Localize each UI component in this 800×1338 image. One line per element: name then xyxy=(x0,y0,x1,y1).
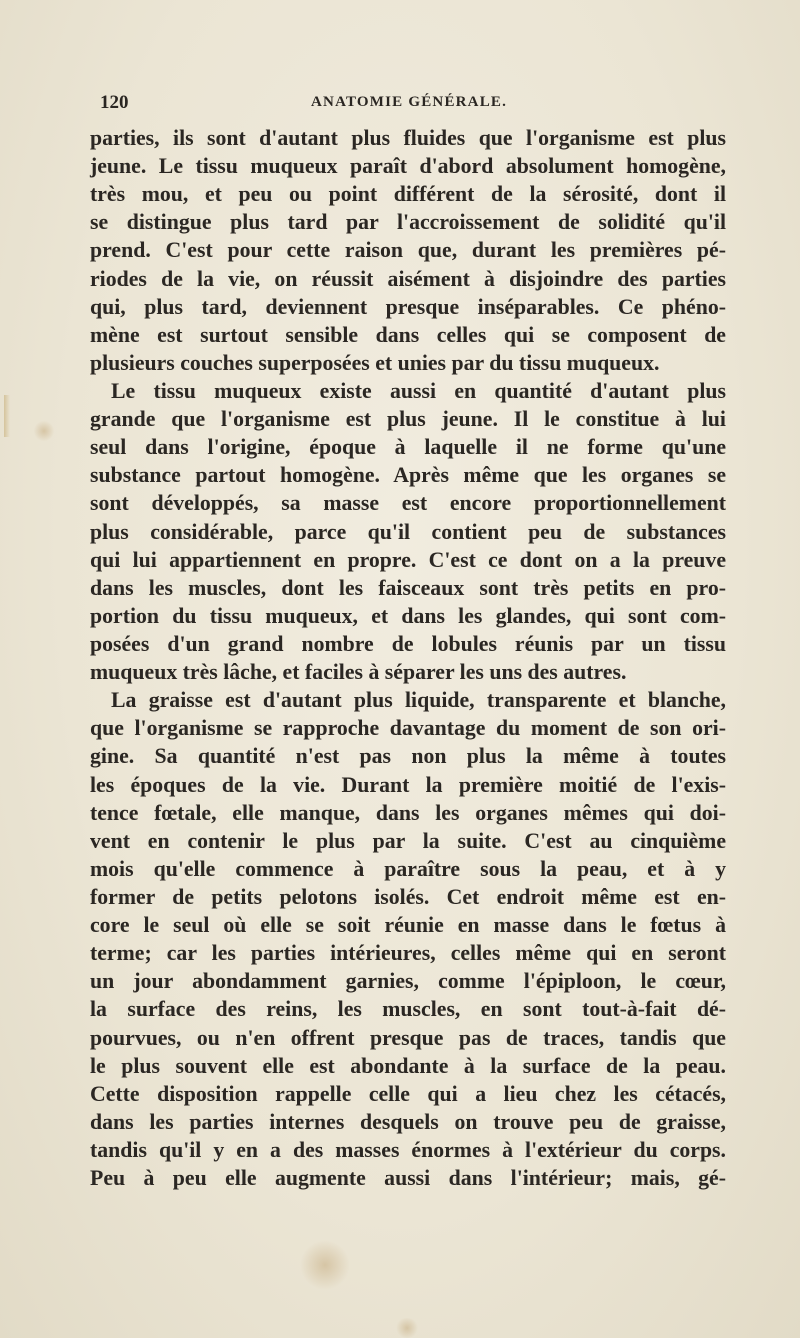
text-line: Cette disposition rappelle celle qui a lieu chez les cétacés, xyxy=(90,1081,726,1106)
text-line: mois qu'elle commence à paraître sous la peau, et à y xyxy=(90,856,726,881)
text-line: que l'organisme se rapproche davantage du moment de son ori- xyxy=(90,716,726,741)
text-line: les époques de la vie. Durant la première moitié de l'exis- xyxy=(90,772,726,797)
text-line: vent en contenir le plus par la suite. C'est au cinquième xyxy=(90,828,726,853)
text-line: portion du tissu muqueux, et dans les glandes, qui sont com- xyxy=(90,603,726,628)
text-line: la surface des reins, les muscles, en sont tout-à-fait dé- xyxy=(90,997,726,1022)
text-line: plusieurs couches superposées et unies par du tissu muqueux. xyxy=(90,350,660,375)
text-line: le plus souvent elle est abondante à la surface de la peau. xyxy=(90,1053,726,1078)
margin-stain xyxy=(4,395,10,437)
text-line: prend. C'est pour cette raison que, durant les premières pé- xyxy=(90,238,726,263)
text-line: terme; car les parties intérieures, celles même qui en seront xyxy=(90,941,726,966)
text-line: substance partout homogène. Après même que les organes se xyxy=(90,463,726,488)
text-line: muqueux très lâche, et faciles à séparer les uns des autres. xyxy=(90,660,627,685)
foxing-spot xyxy=(34,420,54,442)
running-title: ANATOMIE GÉNÉRALE. xyxy=(311,94,508,110)
text-line: core le seul où elle se soit réunie en masse dans le fœtus à xyxy=(90,913,726,938)
paragraph xyxy=(90,377,726,686)
text-line: qui, plus tard, deviennent presque inséparables. Ce phéno- xyxy=(90,294,726,319)
text-line: dans les muscles, dont les faisceaux sont très petits en pro- xyxy=(90,575,726,600)
text-line: tandis qu'il y en a des masses énormes à l'extérieur du corps. xyxy=(90,1137,726,1162)
text-line: Peu à peu elle augmente aussi dans l'intérieur; mais, gé- xyxy=(90,1166,726,1191)
text-line: seul dans l'origine, époque à laquelle il ne forme qu'une xyxy=(90,435,726,460)
text-line: pourvues, ou n'en offrent presque pas de traces, tandis que xyxy=(90,1025,726,1050)
page-number: 120 xyxy=(100,92,129,113)
text-line: La graisse est d'autant plus liquide, transparente et blanche, xyxy=(111,688,726,713)
text-line: posées d'un grand nombre de lobules réunis par un tissu xyxy=(90,631,726,656)
text-line: former de petits pelotons isolés. Cet endroit même est en- xyxy=(90,884,726,909)
text-line: se distingue plus tard par l'accroissement de solidité qu'il xyxy=(90,210,726,235)
page-header xyxy=(100,92,722,116)
text-line: qui lui appartiennent en propre. C'est ce dont on a la preuve xyxy=(90,547,726,572)
foxing-spot xyxy=(395,1318,419,1338)
text-line: dans les parties internes desquels on trouve peu de graisse, xyxy=(90,1109,726,1134)
text-line: très mou, et peu ou point différent de la sérosité, dont il xyxy=(90,182,726,207)
text-line: un jour abondamment garnies, comme l'épiploon, le cœur, xyxy=(90,969,726,994)
text-line: grande que l'organisme est plus jeune. Il le constitue à lui xyxy=(90,407,726,432)
text-line: mène est surtout sensible dans celles qui se composent de xyxy=(90,322,726,347)
foxing-spot xyxy=(300,1240,350,1290)
text-line: sont développés, sa masse est encore proportionnellement xyxy=(90,491,726,516)
text-line: jeune. Le tissu muqueux paraît d'abord absolument homogène, xyxy=(90,154,726,179)
text-line: tence fœtale, elle manque, dans les organes mêmes qui doi- xyxy=(90,800,726,825)
text-line: parties, ils sont d'autant plus fluides que l'organisme est plus xyxy=(90,126,726,150)
paragraph xyxy=(90,686,726,1192)
text-line: Le tissu muqueux existe aussi en quantité d'autant plus xyxy=(111,378,726,403)
text-line: riodes de la vie, on réussit aisément à disjoindre des parties xyxy=(90,266,726,291)
text-line: gine. Sa quantité n'est pas non plus la même à toutes xyxy=(90,744,726,769)
paragraph xyxy=(90,124,726,377)
text-body xyxy=(90,124,726,1192)
text-line: plus considérable, parce qu'il contient peu de substances xyxy=(90,519,726,544)
